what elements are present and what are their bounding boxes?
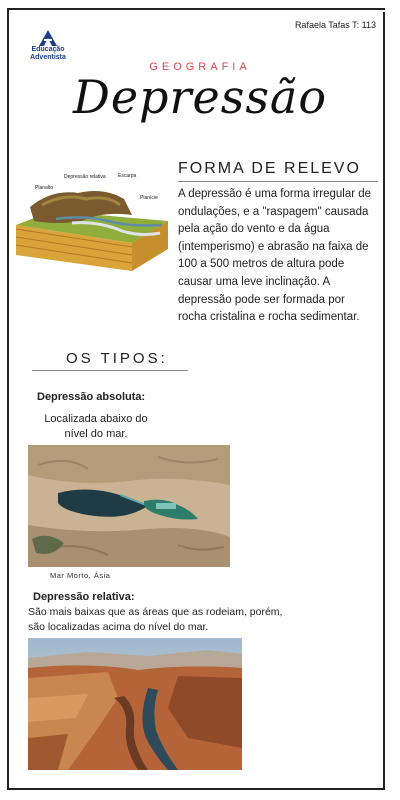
relief-heading-underline (178, 181, 378, 182)
frame-left-border (7, 8, 9, 790)
frame-right-border (383, 12, 385, 790)
canyon-photo (28, 638, 242, 770)
logo-icon (38, 30, 58, 46)
logo (22, 30, 74, 62)
logo-line1: Educação (31, 46, 65, 53)
author-label: Rafaela Tafas T: 113 (294, 20, 376, 30)
relative-depression-body: São mais baixas que as áreas que as rodeiam, porém, são localizadas acima do nível do mar. (28, 606, 283, 633)
frame-top-border (7, 8, 385, 10)
absolute-depression-body: Localizada abaixo do nível do mar. (44, 413, 148, 440)
diagram-label-planicie: Planície (140, 195, 158, 201)
diagram-label-planalto: Planalto (35, 185, 54, 191)
relative-depression-heading: Depressão relativa: (33, 591, 135, 603)
diagram-label-depressao: Depressão relativa (64, 174, 106, 180)
relief-heading: FORMA DE RELEVO (178, 160, 361, 177)
dead-sea-caption: Mar Morto, Ásia (50, 571, 111, 580)
diagram-label-escarpa: Escarpa (118, 173, 137, 179)
absolute-depression-heading: Depressão absoluta: (37, 391, 146, 403)
page-title: Depressão (72, 70, 328, 124)
relief-body: A depressão é uma forma irregular de ondulações, e a "raspagem" causada pela ação do vento e da água (intemperismo) e abrasão na faixa de 100 a 500 metros de altura pode causar uma leve inclinação. A depressão pode ser formada por rocha cristalina e rocha sedimentar. (178, 188, 372, 324)
logo-line2: Adventista (30, 54, 66, 61)
types-heading: OS TIPOS: (66, 350, 168, 367)
relief-block-diagram (12, 163, 172, 275)
types-heading-underline (32, 370, 188, 371)
subject-label: GEOGRAFIA (149, 61, 251, 73)
frame-bottom-border (7, 788, 385, 790)
dead-sea-satellite-photo (28, 445, 230, 567)
